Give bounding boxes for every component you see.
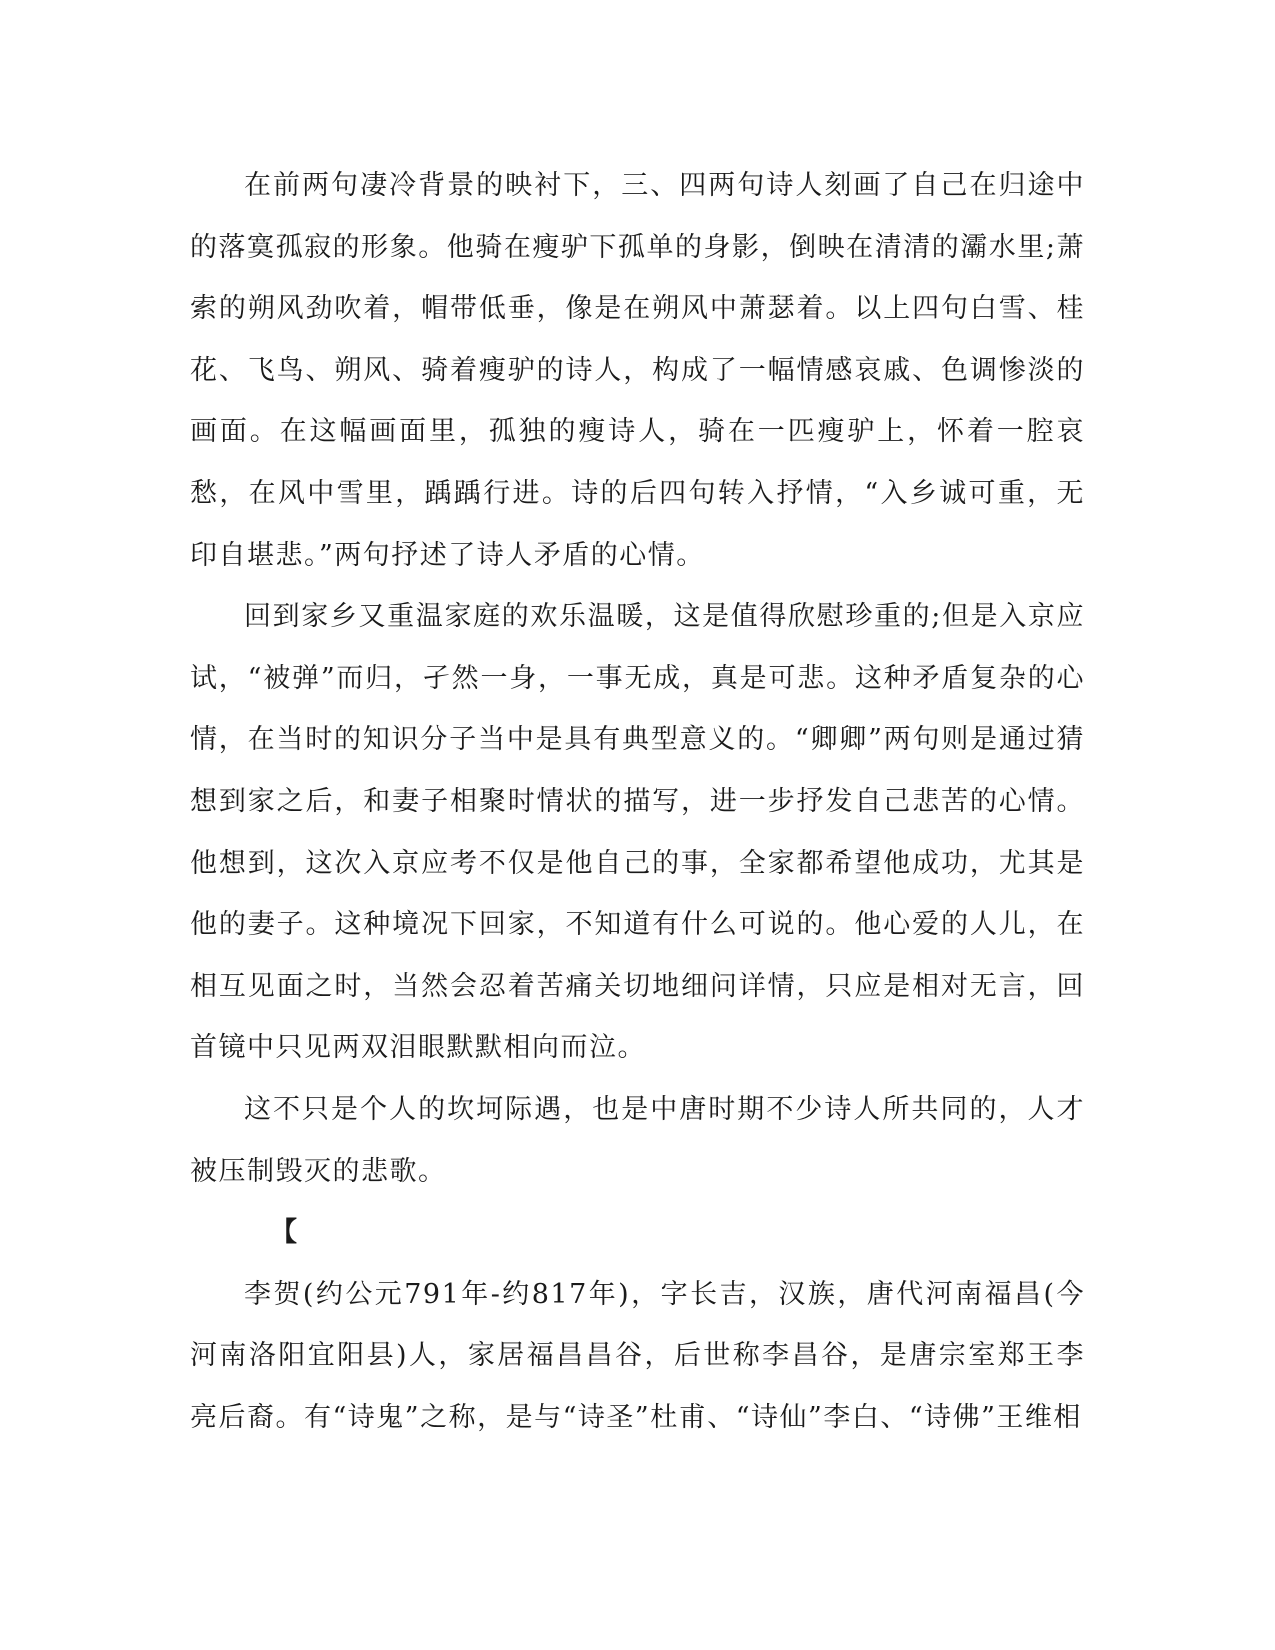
document-body [190, 155, 1085, 1448]
paragraph-poet-feelings: 回到家乡又重温家庭的欢乐温暖，这是值得欣慰珍重的;但是入京应试，“被弹”而归，孑然一身，一事无成，真是可悲。这种矛盾复杂的心情，在当时的知识分子当中是具有典型意义的。“卿卿”两句则是通过猜想到家之后，和妻子相聚时情状的描写，进一步抒发自己悲苦的心情。他想到，这次入京应考不仅是他自己的事，全家都希望他成功，尤其是他的妻子。这种境况下回家，不知道有什么可说的。他心爱的人儿，在相互见面之时，当然会忍着苦痛关切地细问详情，只应是相对无言，回首镜中只见两双泪眼默默相向而泣。 [190, 601, 1085, 1064]
paragraph-author-bio: 李贺(约公元791年-约817年)，字长吉，汉族，唐代河南福昌(今河南洛阳宜阳县)人，家居福昌昌谷，后世称李昌谷，是唐宗室郑王李亮后裔。有“诗鬼”之称，是与“诗圣”杜甫、“诗仙”李白、“诗佛”王维相 [190, 1278, 1085, 1433]
paragraph-conclusion: 这不只是个人的坎坷际遇，也是中唐时期不少诗人所共同的，人才被压制毁灭的悲歌。 [190, 1093, 1085, 1187]
section-bracket: 【 [270, 1217, 299, 1249]
paragraph-poem-analysis: 在前两句凄冷背景的映衬下，三、四两句诗人刻画了自己在归途中的落寞孤寂的形象。他骑在瘦驴下孤单的身影，倒映在清清的灞水里;萧索的朔风劲吹着，帽带低垂，像是在朔风中萧瑟着。以上四句白雪、桂花、飞鸟、朔风、骑着瘦驴的诗人，构成了一幅情感哀戚、色调惨淡的画面。在这幅画面里，孤独的瘦诗人，骑在一匹瘦驴上，怀着一腔哀愁，在风中雪里，踽踽行进。诗的后四句转入抒情，“入乡诚可重，无印自堪悲。”两句抒述了诗人矛盾的心情。 [190, 170, 1085, 571]
